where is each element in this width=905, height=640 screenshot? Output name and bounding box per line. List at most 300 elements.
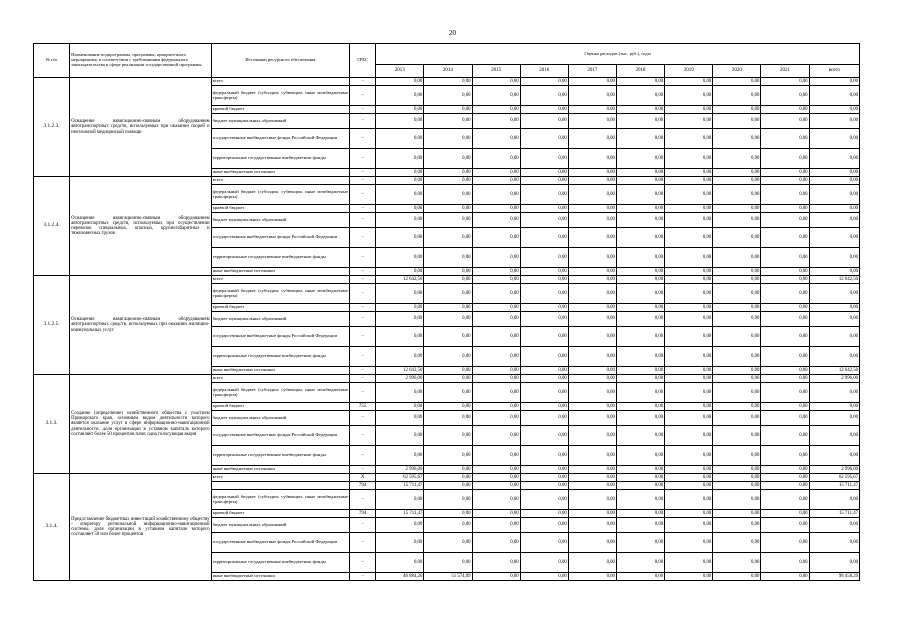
grbs-code: -: [350, 375, 376, 383]
year-value: 0,00: [520, 533, 568, 553]
year-value: 0,00: [713, 78, 761, 86]
year-value: 0,00: [424, 367, 472, 375]
year-value: 0,00: [665, 78, 713, 86]
year-value: 0,00: [424, 383, 472, 403]
year-value: 0,00: [616, 129, 664, 149]
header-year: 2016: [520, 65, 568, 78]
total-value: 12 642,50: [809, 367, 859, 375]
year-value: 0,00: [568, 510, 616, 518]
grbs-code: -: [350, 304, 376, 312]
header-year: 2017: [568, 65, 616, 78]
year-value: 0,00: [472, 553, 520, 573]
item-number: 3.1.2.3.: [34, 78, 70, 177]
total-value: 0,00: [809, 518, 859, 533]
year-value: 0,00: [520, 553, 568, 573]
year-value: 0,00: [665, 426, 713, 446]
year-value: 0,00: [520, 114, 568, 129]
year-value: 0,00: [665, 177, 713, 185]
year-value: 0,00: [713, 383, 761, 403]
year-value: 0,00: [568, 403, 616, 411]
year-value: 0,00: [376, 248, 424, 268]
year-value: 0,00: [761, 411, 809, 426]
grbs-code: -: [350, 367, 376, 375]
year-value: 0,00: [424, 553, 472, 573]
total-value: 12 642,50: [809, 276, 859, 284]
year-value: 0,00: [568, 228, 616, 248]
total-value: 0,00: [809, 327, 859, 347]
year-value: 0,00: [713, 553, 761, 573]
year-value: 0,00: [472, 78, 520, 86]
header-year: 2019: [665, 65, 713, 78]
header-name: Наименование подпрограммы, программы, приоритетного мероприятия, в соответствии с требованиями федерального законодательства в сфере реализации государственной программы: [70, 44, 212, 78]
year-value: 0,00: [761, 276, 809, 284]
year-value: 0,00: [665, 149, 713, 169]
year-value: 0,00: [424, 169, 472, 177]
year-value: 0,00: [520, 129, 568, 149]
funding-source: федеральный бюджет (субсидии, субвенции, иные межбюджетные трансферты): [211, 490, 349, 510]
year-value: 0,00: [761, 78, 809, 86]
year-value: 0,00: [424, 375, 472, 383]
grbs-code: -: [350, 327, 376, 347]
grbs-code: -: [350, 177, 376, 185]
year-value: 0,00: [376, 426, 424, 446]
year-value: 0,00: [568, 367, 616, 375]
year-value: 0,00: [665, 213, 713, 228]
year-value: 0,00: [761, 177, 809, 185]
year-value: 0,00: [616, 474, 664, 482]
year-value: 0,00: [761, 213, 809, 228]
total-value: 0,00: [809, 284, 859, 304]
year-value: 0,00: [665, 466, 713, 474]
year-value: 0,00: [520, 375, 568, 383]
year-value: 0,00: [424, 78, 472, 86]
year-value: 0,00: [376, 284, 424, 304]
year-value: 0,00: [520, 482, 568, 490]
total-value: 0,00: [809, 268, 859, 276]
year-value: 0,00: [568, 185, 616, 205]
total-value: 0,00: [809, 213, 859, 228]
year-value: 0,00: [665, 533, 713, 553]
total-value: 62 595,67: [809, 474, 859, 482]
year-value: 0,00: [616, 482, 664, 490]
year-value: 0,00: [713, 185, 761, 205]
year-value: 0,00: [713, 284, 761, 304]
year-value: 0,00: [568, 268, 616, 276]
year-value: 0,00: [520, 312, 568, 327]
year-value: 0,00: [665, 248, 713, 268]
year-value: 0,00: [713, 169, 761, 177]
year-value: 0,00: [713, 474, 761, 482]
funding-source: бюджет муниципальных образований: [211, 213, 349, 228]
total-value: 0,00: [809, 177, 859, 185]
year-value: 0,00: [616, 347, 664, 367]
year-value: 0,00: [616, 106, 664, 114]
item-name: Оснащение навигационно-связным оборудованием автотранспортных средств, используемых при оказании жилищно-коммунальных услуг: [70, 276, 212, 375]
year-value: 0,00: [472, 426, 520, 446]
year-value: 0,00: [472, 86, 520, 106]
year-value: 0,00: [472, 490, 520, 510]
year-value: 0,00: [472, 228, 520, 248]
year-value: 0,00: [761, 248, 809, 268]
funding-source: [211, 482, 349, 490]
funding-source: государственные внебюджетные фонды Российской Федерации: [211, 533, 349, 553]
year-value: 0,00: [424, 205, 472, 213]
year-value: 0,00: [665, 367, 713, 375]
grbs-code: -: [350, 248, 376, 268]
year-value: 0,00: [665, 106, 713, 114]
year-value: 0,00: [761, 149, 809, 169]
year-value: 0,00: [568, 177, 616, 185]
funding-source: бюджет муниципальных образований: [211, 114, 349, 129]
year-value: 0,00: [472, 367, 520, 375]
year-value: 0,00: [568, 213, 616, 228]
year-value: 2 996,00: [376, 466, 424, 474]
year-value: 0,00: [616, 466, 664, 474]
year-value: 0,00: [713, 248, 761, 268]
header-year: 2018: [616, 65, 664, 78]
year-value: 0,00: [568, 276, 616, 284]
year-value: 0,00: [665, 276, 713, 284]
year-value: 0,00: [616, 490, 664, 510]
year-value: 0,00: [424, 533, 472, 553]
year-value: 0,00: [665, 403, 713, 411]
year-value: 0,00: [568, 347, 616, 367]
year-value: 0,00: [424, 276, 472, 284]
funding-source: всего: [211, 78, 349, 86]
year-value: 0,00: [424, 228, 472, 248]
year-value: 0,00: [376, 490, 424, 510]
year-value: 0,00: [761, 205, 809, 213]
total-value: 0,00: [809, 129, 859, 149]
year-value: 0,00: [761, 367, 809, 375]
year-value: 0,00: [376, 533, 424, 553]
year-value: 0,00: [520, 169, 568, 177]
year-value: 0,00: [520, 403, 568, 411]
year-value: 0,00: [568, 149, 616, 169]
year-value: 0,00: [665, 446, 713, 466]
year-value: 0,00: [616, 268, 664, 276]
year-value: 0,00: [568, 466, 616, 474]
year-value: 15 711,47: [376, 510, 424, 518]
year-value: 0,00: [424, 149, 472, 169]
funding-source: иные внебюджетные источники: [211, 268, 349, 276]
grbs-code: -: [350, 573, 376, 581]
year-value: 0,00: [472, 474, 520, 482]
grbs-code: -: [350, 411, 376, 426]
grbs-code: -: [350, 533, 376, 553]
year-value: 0,00: [472, 169, 520, 177]
year-value: 0,00: [568, 375, 616, 383]
year-value: 0,00: [424, 248, 472, 268]
year-value: 0,00: [713, 426, 761, 446]
year-value: 0,00: [424, 86, 472, 106]
year-value: 0,00: [520, 213, 568, 228]
grbs-code: -: [350, 426, 376, 446]
year-value: 0,00: [376, 78, 424, 86]
year-value: 0,00: [713, 367, 761, 375]
header-year: 2020: [713, 65, 761, 78]
item-number: 3.1.3.: [34, 375, 70, 474]
year-value: 0,00: [616, 114, 664, 129]
year-value: 0,00: [616, 312, 664, 327]
year-value: 0,00: [713, 446, 761, 466]
year-value: 0,00: [568, 474, 616, 482]
year-value: 0,00: [472, 276, 520, 284]
year-value: 0,00: [761, 304, 809, 312]
year-value: 0,00: [568, 86, 616, 106]
year-value: 0,00: [472, 411, 520, 426]
total-value: 0,00: [809, 169, 859, 177]
year-value: 0,00: [472, 248, 520, 268]
year-value: 0,00: [424, 304, 472, 312]
year-value: 0,00: [761, 426, 809, 446]
year-value: 0,00: [713, 482, 761, 490]
year-value: 0,00: [568, 533, 616, 553]
year-value: 0,00: [520, 411, 568, 426]
year-value: 0,00: [616, 411, 664, 426]
year-value: 0,00: [616, 426, 664, 446]
year-value: 0,00: [616, 78, 664, 86]
year-value: 0,00: [472, 347, 520, 367]
year-value: 0,00: [713, 149, 761, 169]
year-value: 2 996,00: [376, 375, 424, 383]
year-value: 0,00: [616, 284, 664, 304]
funding-source: краевой бюджет: [211, 510, 349, 518]
year-value: 0,00: [376, 268, 424, 276]
grbs-code: -: [350, 466, 376, 474]
funding-source: краевой бюджет: [211, 106, 349, 114]
year-value: 0,00: [424, 268, 472, 276]
grbs-code: -: [350, 276, 376, 284]
year-value: 0,00: [616, 185, 664, 205]
year-value: 0,00: [376, 312, 424, 327]
total-value: 0,00: [809, 114, 859, 129]
header-source: Источники ресурсного обеспечения: [211, 44, 349, 78]
year-value: 0,00: [424, 490, 472, 510]
year-value: 0,00: [376, 213, 424, 228]
year-value: 0,00: [761, 347, 809, 367]
funding-source: бюджет муниципальных образований: [211, 518, 349, 533]
year-value: 0,00: [616, 304, 664, 312]
grbs-code: -: [350, 446, 376, 466]
year-value: 0,00: [376, 129, 424, 149]
year-value: 0,00: [520, 446, 568, 466]
year-value: 0,00: [376, 228, 424, 248]
year-value: 0,00: [665, 573, 713, 581]
item-name: Предоставление бюджетных инвестиций хозяйственному обществу - оператору региональной информационно-навигационной системы, доля организации в уставном капитале которого составляет 50 или более процентов: [70, 474, 212, 581]
year-value: 0,00: [520, 149, 568, 169]
year-value: 0,00: [472, 573, 520, 581]
year-value: 0,00: [376, 518, 424, 533]
year-value: 0,00: [616, 533, 664, 553]
year-value: 0,00: [424, 518, 472, 533]
year-value: 0,00: [520, 304, 568, 312]
year-value: 0,00: [616, 149, 664, 169]
total-value: 0,00: [809, 185, 859, 205]
total-value: 2 996,00: [809, 375, 859, 383]
year-value: 0,00: [761, 553, 809, 573]
table-row: [34, 78, 860, 86]
year-value: 0,00: [568, 482, 616, 490]
funding-source: государственные внебюджетные фонды Российской Федерации: [211, 228, 349, 248]
total-value: 0,00: [809, 490, 859, 510]
table-row: [34, 177, 860, 185]
total-value: 0,00: [809, 383, 859, 403]
funding-source: иные внебюджетные источники: [211, 573, 349, 581]
year-value: 0,00: [616, 177, 664, 185]
year-value: 0,00: [520, 518, 568, 533]
table-row: [34, 474, 860, 482]
year-value: 0,00: [568, 248, 616, 268]
year-value: 0,00: [472, 149, 520, 169]
year-value: 62 595,67: [376, 474, 424, 482]
year-value: 0,00: [665, 383, 713, 403]
year-value: 0,00: [424, 466, 472, 474]
year-value: 0,00: [472, 185, 520, 205]
total-value: 0,00: [809, 446, 859, 466]
year-value: 0,00: [376, 185, 424, 205]
year-value: 0,00: [424, 114, 472, 129]
year-value: 0,00: [472, 213, 520, 228]
year-value: 0,00: [520, 177, 568, 185]
year-value: 0,00: [713, 304, 761, 312]
year-value: 0,00: [713, 510, 761, 518]
year-value: 0,00: [568, 169, 616, 177]
year-value: 0,00: [520, 347, 568, 367]
grbs-code: -: [350, 312, 376, 327]
year-value: 0,00: [616, 446, 664, 466]
grbs-code: 755: [350, 403, 376, 411]
table-row: [34, 375, 860, 383]
total-value: 0,00: [809, 205, 859, 213]
total-value: 0,00: [809, 228, 859, 248]
year-value: 0,00: [568, 327, 616, 347]
year-value: 0,00: [568, 426, 616, 446]
year-value: 0,00: [376, 205, 424, 213]
year-value: 0,00: [424, 284, 472, 304]
year-value: 0,00: [472, 510, 520, 518]
year-value: 0,00: [761, 106, 809, 114]
funding-source: территориальные государственные внебюджетные фонды: [211, 248, 349, 268]
year-value: 0,00: [761, 510, 809, 518]
funding-source: иные внебюджетные источники: [211, 367, 349, 375]
year-value: 0,00: [568, 129, 616, 149]
year-value: 0,00: [568, 446, 616, 466]
total-value: 15 711,47: [809, 482, 859, 490]
year-value: 0,00: [520, 474, 568, 482]
year-value: 0,00: [568, 490, 616, 510]
year-value: 0,00: [424, 403, 472, 411]
year-value: 0,00: [761, 573, 809, 581]
year-value: 0,00: [616, 375, 664, 383]
year-value: 0,00: [424, 213, 472, 228]
grbs-code: -: [350, 149, 376, 169]
year-value: 0,00: [424, 177, 472, 185]
year-value: 0,00: [520, 367, 568, 375]
year-value: 0,00: [713, 177, 761, 185]
year-value: 0,00: [761, 268, 809, 276]
funding-source: территориальные государственные внебюджетные фонды: [211, 446, 349, 466]
year-value: 0,00: [568, 114, 616, 129]
year-value: 0,00: [472, 533, 520, 553]
year-value: 0,00: [713, 533, 761, 553]
year-value: 0,00: [568, 383, 616, 403]
year-value: 0,00: [568, 78, 616, 86]
year-value: 0,00: [376, 347, 424, 367]
grbs-code: -: [350, 518, 376, 533]
grbs-code: -: [350, 169, 376, 177]
year-value: 0,00: [376, 114, 424, 129]
year-value: 0,00: [376, 169, 424, 177]
total-value: 0,00: [809, 312, 859, 327]
year-value: 0,00: [761, 474, 809, 482]
grbs-code: -: [350, 106, 376, 114]
year-value: 0,00: [472, 403, 520, 411]
year-value: 0,00: [472, 205, 520, 213]
year-value: 0,00: [616, 213, 664, 228]
year-value: 0,00: [713, 490, 761, 510]
item-name: Оснащение навигационно-связным оборудованием автотранспортных средств, используемых при оказании скорой и неотложной медицинской помощи: [70, 78, 212, 177]
year-value: 0,00: [761, 375, 809, 383]
grbs-code: -: [350, 129, 376, 149]
funding-source: всего: [211, 276, 349, 284]
funding-source: краевой бюджет: [211, 403, 349, 411]
year-value: 0,00: [568, 205, 616, 213]
year-value: 0,00: [761, 533, 809, 553]
funding-source: государственные внебюджетные фонды Российской Федерации: [211, 327, 349, 347]
year-value: 0,00: [376, 149, 424, 169]
year-value: 0,00: [761, 482, 809, 490]
year-value: 0,00: [568, 312, 616, 327]
funding-source: государственные внебюджетные фонды Российской Федерации: [211, 426, 349, 446]
funding-source: иные внебюджетные источники: [211, 466, 349, 474]
year-value: 0,00: [472, 106, 520, 114]
year-value: 0,00: [424, 446, 472, 466]
year-value: 0,00: [568, 411, 616, 426]
funding-source: территориальные государственные внебюджетные фонды: [211, 553, 349, 573]
header-year: 2013: [376, 65, 424, 78]
grbs-code: -: [350, 185, 376, 205]
year-value: 0,00: [665, 327, 713, 347]
year-value: 0,00: [616, 510, 664, 518]
grbs-code: -: [350, 383, 376, 403]
year-value: 0,00: [376, 304, 424, 312]
year-value: 0,00: [520, 228, 568, 248]
funding-source: всего: [211, 177, 349, 185]
year-value: 0,00: [520, 86, 568, 106]
year-value: 0,00: [616, 86, 664, 106]
year-value: 0,00: [665, 205, 713, 213]
year-value: 0,00: [713, 276, 761, 284]
year-value: 0,00: [424, 474, 472, 482]
year-value: 0,00: [472, 446, 520, 466]
year-value: 0,00: [713, 518, 761, 533]
year-value: 0,00: [665, 284, 713, 304]
year-value: 0,00: [761, 169, 809, 177]
item-number: 3.1.2.4.: [34, 177, 70, 276]
year-value: 0,00: [713, 129, 761, 149]
year-value: 0,00: [616, 228, 664, 248]
funding-source: территориальные государственные внебюджетные фонды: [211, 149, 349, 169]
year-value: 0,00: [665, 228, 713, 248]
year-value: 0,00: [665, 482, 713, 490]
year-value: 0,00: [568, 573, 616, 581]
year-value: 0,00: [761, 403, 809, 411]
total-value: 0,00: [809, 304, 859, 312]
header-num: № п/п: [34, 44, 70, 78]
year-value: 0,00: [376, 327, 424, 347]
year-value: 0,00: [424, 129, 472, 149]
